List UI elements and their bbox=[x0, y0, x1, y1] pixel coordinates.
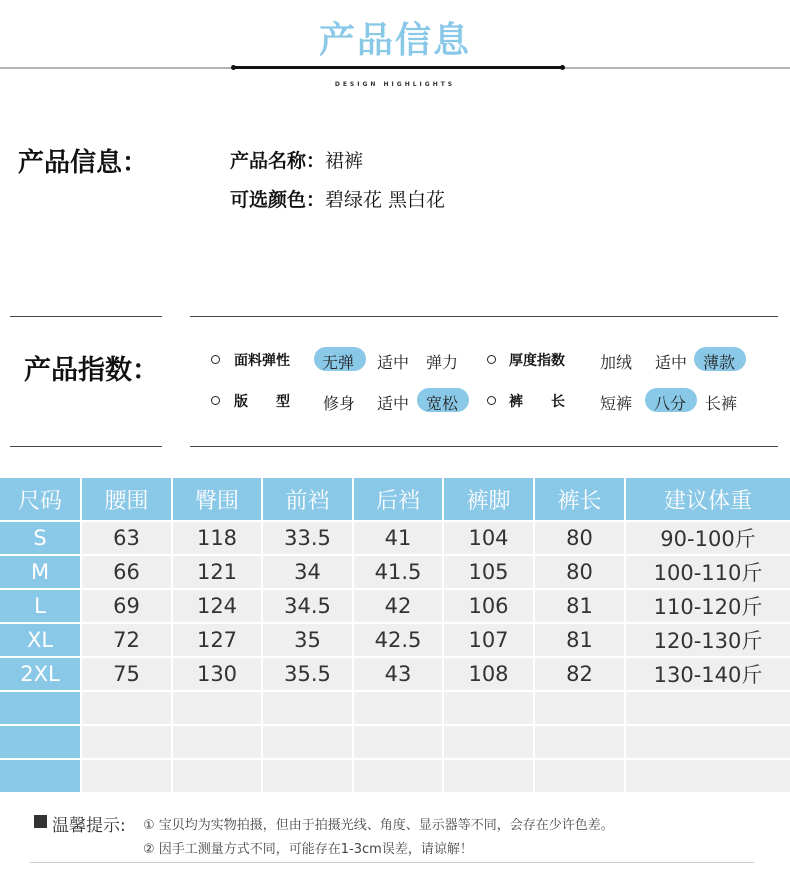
table-cell bbox=[535, 726, 624, 758]
info-heading: 产品信息： bbox=[18, 148, 149, 178]
table-header-cell: 裤脚 bbox=[444, 478, 533, 520]
table-header-cell: 后裆 bbox=[354, 478, 442, 520]
table-cell bbox=[82, 692, 171, 724]
option-elasticity-2: 适中 bbox=[377, 353, 410, 372]
table-cell: 108 bbox=[444, 658, 533, 690]
table-row bbox=[0, 692, 790, 724]
table-cell: 130 bbox=[173, 658, 261, 690]
product-color-value: 碧绿花 黑白花 bbox=[325, 189, 446, 211]
table-cell: 35 bbox=[263, 624, 352, 656]
table-cell: L bbox=[0, 590, 80, 622]
table-cell: 127 bbox=[173, 624, 261, 656]
table-cell: 34.5 bbox=[263, 590, 352, 622]
table-header-cell: 尺码 bbox=[0, 478, 80, 520]
table-header-cell: 前裆 bbox=[263, 478, 352, 520]
page-title: 产品信息 bbox=[318, 20, 471, 61]
table-cell: 80 bbox=[535, 522, 624, 554]
divider-rule bbox=[10, 316, 162, 317]
option-length-2: 八分 bbox=[654, 394, 687, 413]
table-cell: 121 bbox=[173, 556, 261, 588]
note-item-1: ① 宝贝均为实物拍摄，但由于拍摄光线、角度、显示器等不同，会存在少许色差。 bbox=[143, 818, 614, 833]
table-cell bbox=[263, 692, 352, 724]
table-cell: 124 bbox=[173, 590, 261, 622]
table-cell: 42.5 bbox=[354, 624, 442, 656]
tips-label: 温馨提示: bbox=[52, 816, 126, 836]
circle-bullet-icon bbox=[211, 355, 220, 364]
table-cell bbox=[263, 760, 352, 792]
table-cell bbox=[444, 726, 533, 758]
index-label-thickness: 厚度指数 bbox=[509, 353, 565, 369]
table-cell bbox=[444, 692, 533, 724]
table-row bbox=[0, 658, 790, 690]
note-item-2: ② 因手工测量方式不同，可能存在1-3cm误差，请谅解！ bbox=[143, 842, 473, 857]
table-cell: 35.5 bbox=[263, 658, 352, 690]
table-header-cell: 裤长 bbox=[535, 478, 624, 520]
table-row bbox=[0, 556, 790, 588]
table-cell: S bbox=[0, 522, 80, 554]
option-elasticity-3: 弹力 bbox=[426, 353, 459, 372]
table-cell: 69 bbox=[82, 590, 171, 622]
table-row bbox=[0, 760, 790, 792]
table-header-cell: 建议体重 bbox=[626, 478, 790, 520]
circle-bullet-icon bbox=[487, 355, 496, 364]
table-row bbox=[0, 726, 790, 758]
product-name-label: 产品名称： bbox=[230, 150, 326, 172]
square-bullet-icon bbox=[34, 815, 47, 828]
table-cell: 72 bbox=[82, 624, 171, 656]
divider-rule bbox=[190, 316, 778, 317]
table-cell: 120-130斤 bbox=[626, 624, 790, 656]
table-cell bbox=[0, 692, 80, 724]
table-cell bbox=[173, 726, 261, 758]
table-cell bbox=[0, 726, 80, 758]
header-subtitle: DESIGN HIGHLIGHTS bbox=[334, 81, 456, 88]
table-cell: 82 bbox=[535, 658, 624, 690]
index-label-fit: 版 型 bbox=[234, 394, 290, 410]
table-cell bbox=[354, 760, 442, 792]
table-cell bbox=[626, 726, 790, 758]
table-cell bbox=[0, 760, 80, 792]
table-cell bbox=[354, 726, 442, 758]
table-cell: 81 bbox=[535, 590, 624, 622]
table-cell bbox=[82, 726, 171, 758]
table-cell bbox=[173, 692, 261, 724]
table-cell bbox=[82, 760, 171, 792]
option-fit-2: 适中 bbox=[377, 394, 410, 413]
table-cell: M bbox=[0, 556, 80, 588]
table-cell: 106 bbox=[444, 590, 533, 622]
circle-bullet-icon bbox=[211, 396, 220, 405]
table-cell: 81 bbox=[535, 624, 624, 656]
index-heading: 产品指数： bbox=[24, 355, 159, 386]
circle-bullet-icon bbox=[487, 396, 496, 405]
bottom-divider bbox=[30, 862, 754, 863]
table-row bbox=[0, 522, 790, 554]
table-cell bbox=[444, 760, 533, 792]
table-header-cell: 臀围 bbox=[173, 478, 261, 520]
product-color-row bbox=[230, 185, 445, 212]
option-length-3: 长裤 bbox=[705, 394, 738, 413]
table-cell: 110-120斤 bbox=[626, 590, 790, 622]
table-row bbox=[0, 624, 790, 656]
table-cell: 41 bbox=[354, 522, 442, 554]
table-cell bbox=[263, 726, 352, 758]
header-dot-right bbox=[560, 65, 565, 70]
header-dot-left bbox=[231, 65, 236, 70]
table-cell: 63 bbox=[82, 522, 171, 554]
table-cell: 33.5 bbox=[263, 522, 352, 554]
table-cell: 80 bbox=[535, 556, 624, 588]
table-cell: 105 bbox=[444, 556, 533, 588]
product-name-value: 裙裤 bbox=[325, 150, 364, 172]
table-cell: 43 bbox=[354, 658, 442, 690]
option-length-1: 短裤 bbox=[600, 394, 633, 413]
table-cell: 75 bbox=[82, 658, 171, 690]
product-color-label: 可选颜色： bbox=[230, 189, 326, 211]
table-cell bbox=[535, 692, 624, 724]
index-label-elasticity: 面料弹性 bbox=[234, 353, 290, 369]
table-cell bbox=[173, 760, 261, 792]
product-name-row bbox=[230, 146, 363, 173]
table-header-row bbox=[0, 478, 790, 520]
divider-rule bbox=[190, 446, 778, 447]
table-cell: 41.5 bbox=[354, 556, 442, 588]
table-header-cell: 腰围 bbox=[82, 478, 171, 520]
option-fit-1: 修身 bbox=[323, 394, 356, 413]
divider-rule bbox=[10, 446, 162, 447]
table-cell: 2XL bbox=[0, 658, 80, 690]
table-cell: 42 bbox=[354, 590, 442, 622]
option-fit-3: 宽松 bbox=[426, 394, 459, 413]
table-cell: 104 bbox=[444, 522, 533, 554]
table-cell: 34 bbox=[263, 556, 352, 588]
table-cell bbox=[626, 692, 790, 724]
table-cell: 90-100斤 bbox=[626, 522, 790, 554]
table-cell bbox=[354, 692, 442, 724]
table-cell: 107 bbox=[444, 624, 533, 656]
table-cell: XL bbox=[0, 624, 80, 656]
option-thickness-3: 薄款 bbox=[703, 353, 736, 372]
option-thickness-1: 加绒 bbox=[600, 353, 633, 372]
header-accent-line bbox=[233, 66, 563, 69]
table-cell: 100-110斤 bbox=[626, 556, 790, 588]
table-cell bbox=[626, 760, 790, 792]
table-row bbox=[0, 590, 790, 622]
table-cell: 66 bbox=[82, 556, 171, 588]
option-thickness-2: 适中 bbox=[655, 353, 688, 372]
index-label-length: 裤 长 bbox=[509, 394, 565, 410]
table-cell: 130-140斤 bbox=[626, 658, 790, 690]
table-cell: 118 bbox=[173, 522, 261, 554]
option-elasticity-1: 无弹 bbox=[322, 353, 355, 372]
table-cell bbox=[535, 760, 624, 792]
